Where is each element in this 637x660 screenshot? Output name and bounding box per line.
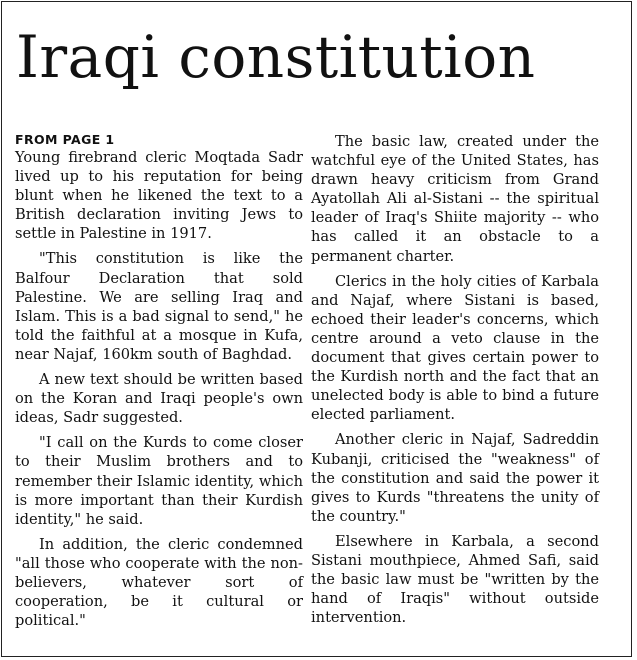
right-column — [311, 132, 599, 633]
paragraph: Young firebrand cleric Moqtada Sadr lived up to his reputation for being blunt when he likened the text to a British declaration inviting Jews to settle in Palestine in 1917. — [15, 149, 303, 243]
kicker: FROM PAGE 1 — [15, 132, 115, 147]
paragraph: Another cleric in Najaf, Sadreddin Kubanji, criticised the "weakness" of the constitution and said the power it gives to Kurds "threatens the unity of the country." — [311, 431, 599, 525]
left-column — [15, 132, 303, 636]
paragraph: "This constitution is like the Balfour Declaration that sold Palestine. We are selling Iraq and Islam. This is a bad signal to send," he told the faithful at a mosque in Kufa, near Najaf, 160km south of Baghdad. — [15, 250, 303, 363]
paragraph: A new text should be written based on the Koran and Iraqi people's own ideas, Sadr suggested. — [15, 371, 303, 427]
paragraph: Clerics in the holy cities of Karbala and Najaf, where Sistani is based, echoed their leader's concerns, which centre around a veto clause in the document that gives certain power to the Kurdish north and the fact that an unelected body is able to bind a future elected parliament. — [311, 272, 599, 424]
headline: Iraqi constitution — [16, 23, 536, 91]
paragraph: "I call on the Kurds to come closer to their Muslim brothers and to remember their Islamic identity, which is more important than their Kurdish identity," he said. — [15, 434, 303, 528]
paragraph: The basic law, created under the watchful eye of the United States, has drawn heavy criticism from Grand Ayatollah Ali al-Sistani -- the spiritual leader of Iraq's Shiite majority -- who has called it an obstacle to a permanent charter. — [311, 133, 599, 265]
paragraph: In addition, the cleric condemned "all those who cooperate with the non-believers, whatever sort of cooperation, be it cultural or political." — [15, 535, 303, 630]
paragraph: Elsewhere in Karbala, a second Sistani mouthpiece, Ahmed Safi, said the basic law must be "written by the hand of Iraqis" without outside intervention. — [311, 532, 599, 627]
